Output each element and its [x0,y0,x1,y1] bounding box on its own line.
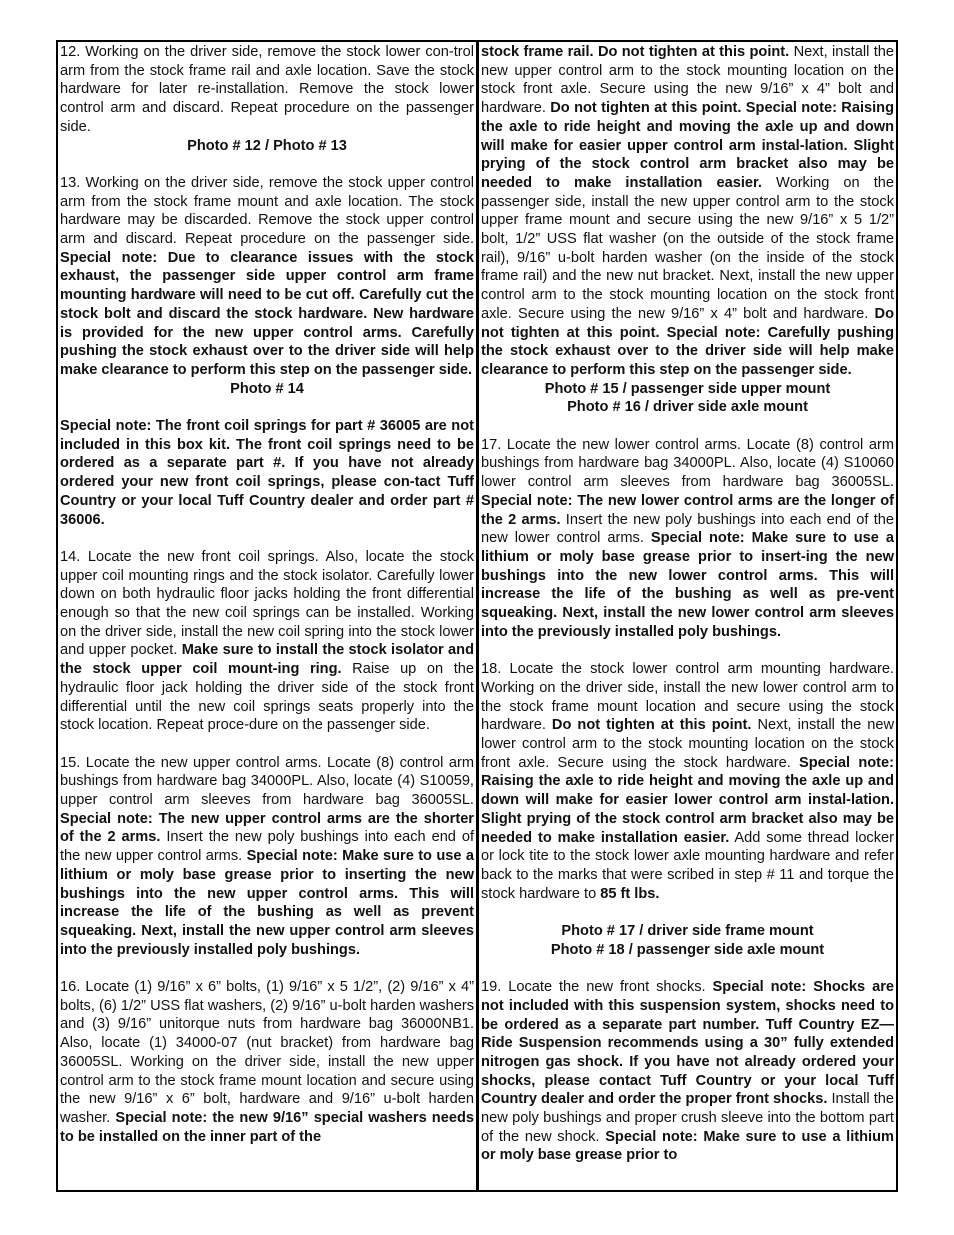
instruction-paragraph [481,436,894,642]
photo-caption: Photo # 12 / Photo # 13 [187,137,347,154]
photo-caption: Photo # 18 / passenger side axle mount [550,941,825,958]
instruction-paragraph [60,43,474,137]
body-text: 15. Locate the new upper control arms. Locate (8) control arm bushings from hardware bag 34000PL. Also, locate (4) S10059, upper control arm sleeves from hardware bag 36005SL. [60,754,474,809]
body-text: 19. Locate the new front shocks. [481,979,713,996]
bold-text: Make sure to install the stock isolator and the stock upper coil mount-ing ring. [60,642,474,678]
bold-text: stock frame rail. Do not tighten at this point. [481,44,790,60]
bold-text: 85 ft lbs. [600,885,660,902]
instruction-paragraph [481,660,894,903]
bold-text: Special note: The new upper control arms are the shorter of the 2 arms. [60,810,474,846]
left-column [58,42,479,1190]
instruction-paragraph [60,174,474,380]
instruction-paragraph [60,978,474,1146]
bold-text: Special note: Due to clearance issues with the stock exhaust, the passenger side upper control arm frame mounting hardware will need to be cut off. Carefully cut the stock bolt and discard the stock hardware. New hardware is provided for the new upper control arms. Carefully pushing the stock exhaust over to the driver side will help make clearance to perform this step on the passenger side. [60,249,474,378]
photo-caption: Photo # 17 / driver side frame mount [561,923,814,939]
photo-caption: Photo # 16 / driver side axle mount [567,399,808,416]
instruction-paragraph [481,43,894,380]
body-text: Insert the new poly bushings into each end of the new upper control arms. [60,829,475,865]
paragraph-gap [60,735,474,754]
bold-text: Do not tighten at this point. Special note: Carefully pushing the stock exhaust over to the driver side will help make clearance to perform this step on the passenger side. [481,305,894,378]
paragraph-gap [481,417,894,436]
photo-caption: Photo # 14 [230,380,304,397]
bold-text: Special note: The new lower control arms are the longer of the 2 arms. [481,492,894,528]
bold-text: Special note: Make sure to use a lithium or moly base grease prior to inserting the new bushings into the new upper control arms. This will increase the life of the bushing as well as prevent squeaking. Next, install the new upper control arm sleeves into the previously installed poly bushings. [60,848,474,958]
instruction-paragraph [60,548,474,735]
body-text: 12. Working on the driver side, remove the stock lower con-trol arm from the stock frame rail and axle location. Save the stock hardware for later re-installation. Remove the stock lower control arm and discard. Repeat procedure on the passenger side. [60,44,474,135]
body-text: 17. Locate the new lower control arms. Locate (8) control arm bushings from hardware bag 34000PL. Also, locate (4) S10060 lower control arm sleeves from hardware bag 36005SL. [481,436,894,491]
instruction-paragraph [60,417,474,529]
instruction-paragraph [60,754,474,960]
bold-text: Do not tighten at this point. [551,717,752,734]
paragraph-gap [60,155,474,174]
page-frame [56,40,898,1192]
bold-text: Special note: the new 9/16” special washers needs to be installed on the inner part of the [60,1110,474,1145]
bold-text: Do not tighten at this point. Special note: Raising the axle to ride height and moving the axle up and down will make for easier upper control arm instal-lation. Slight prying of the stock control arm bracket also may be needed to make installation easier. [481,100,894,191]
paragraph-gap [481,959,894,978]
body-text: Working on the passenger side, install the new upper control arm to the stock upper frame mount and secure using the new 9/16” x 5 1/2” bolt, 1/2” USS flat washer (on the outside of the stock frame rail), 9/16” u-bolt harden washer (on the inside of the stock frame rail) and the new nut bracket. Next, install the new upper control arm to the stock mounting location on the stock front axle. Secure using the new 9/16” x 4” bolt and hardware. [481,174,894,322]
instruction-paragraph [481,978,894,1165]
bold-text: Special note: The front coil springs for part # 36005 are not included in this box kit. The front coil springs need to be ordered as a separate part #. If you have not already ordered your new front coil springs, please con-tact Tuff Country or your local Tuff Country dealer and order part # 36006. [60,418,474,528]
body-text: 14. Locate the new front coil springs. Also, locate the stock upper coil mounting rings and the stock isolator. Carefully lower down on both hydraulic floor jacks holding the front differential enough so that the new coil springs can be installed. Working on the driver side, install the new coil spring into the stock lower and upper pocket. [60,548,474,659]
right-column [479,42,896,1190]
body-text: Insert the new poly bushings into each end of the new lower control arms. [481,511,895,547]
paragraph-gap [481,641,894,660]
body-text: Next, install the new lower control arm to the stock mounting location on the stock front axle. Secure using the stock hardware. [481,717,895,771]
body-text: 16. Locate (1) 9/16” x 6” bolts, (1) 9/16” x 5 1/2”, (2) 9/16” x 4” bolts, (6) 1/2” USS flat washers, (2) 9/16” u-bolt harden washers and (3) 9/16” unitorque nuts from hardware bag 36000NB1. Also, locate (1) 34000-07 (nut bracket) from hardware bag 36005SL. Working on the driver side, install the new upper control arm to the stock frame mount location and secure using the new 9/16” x 6” bolt, hardware and 9/16” u-bolt harden washer. [60,979,474,1126]
paragraph-gap [60,398,474,417]
bold-text: Special note: Make sure to use a lithium or moly base grease prior to insert-ing the new bushings into the new lower control arms. This will increase the life of the bushing as well as pre-vent squeaking. Next, install the new lower control arm sleeves into the previously installed poly bushings. [481,530,894,640]
bold-text: Special note: Make sure to use a lithium or moly base grease prior to [481,1128,894,1164]
body-text: Install the new poly bushings and proper crush sleeve into the bottom part of the new shock. [481,1091,894,1145]
body-text: Add some thread locker or lock tite to the stock lower axle mounting hardware and refer back to the marks that were scribed in step # 11 and torque the stock hardware to [481,829,895,902]
body-text: Next, install the new upper control arm to the stock mounting location on the stock front axle. Secure using the new 9/16” x 4” bolt and hardware. [481,44,894,117]
bold-text: Special note: Shocks are not included with this suspension system, shocks need to be ordered as a separate part number. Tuff Country EZ—Ride Suspension recommends using a 30” fully extended nitrogen gas shock. If you have not already ordered your shocks, please contact Tuff Country or your local Tuff Country dealer and order the proper front shocks. [481,979,894,1108]
body-text: 18. Locate the stock lower control arm mounting hardware. Working on the driver side, install the new lower control arm to the stock frame mount location and secure using the stock hardware. [481,661,894,734]
body-text: 13. Working on the driver side, remove the stock upper control arm from the stock frame mount and axle location. The stock hardware may be discarded. Remove the stock upper control arm and discard. Repeat procedure on the passenger side. [60,174,474,248]
paragraph-gap [481,903,894,922]
body-text: Raise up on the hydraulic floor jack holding the driver side of the stock front differential until the new coil springs seats properly into the stock location. Repeat proce-dure on the passenger side. [60,661,474,734]
paragraph-gap [60,529,474,548]
paragraph-gap [60,959,474,978]
photo-caption: Photo # 15 / passenger side upper mount [544,380,831,397]
bold-text: Special note: Raising the axle to ride height and moving the axle up and down will make for easier lower control arm instal-lation. Slight prying of the stock control arm bracket also may be needed to make installation easier. [481,754,894,846]
